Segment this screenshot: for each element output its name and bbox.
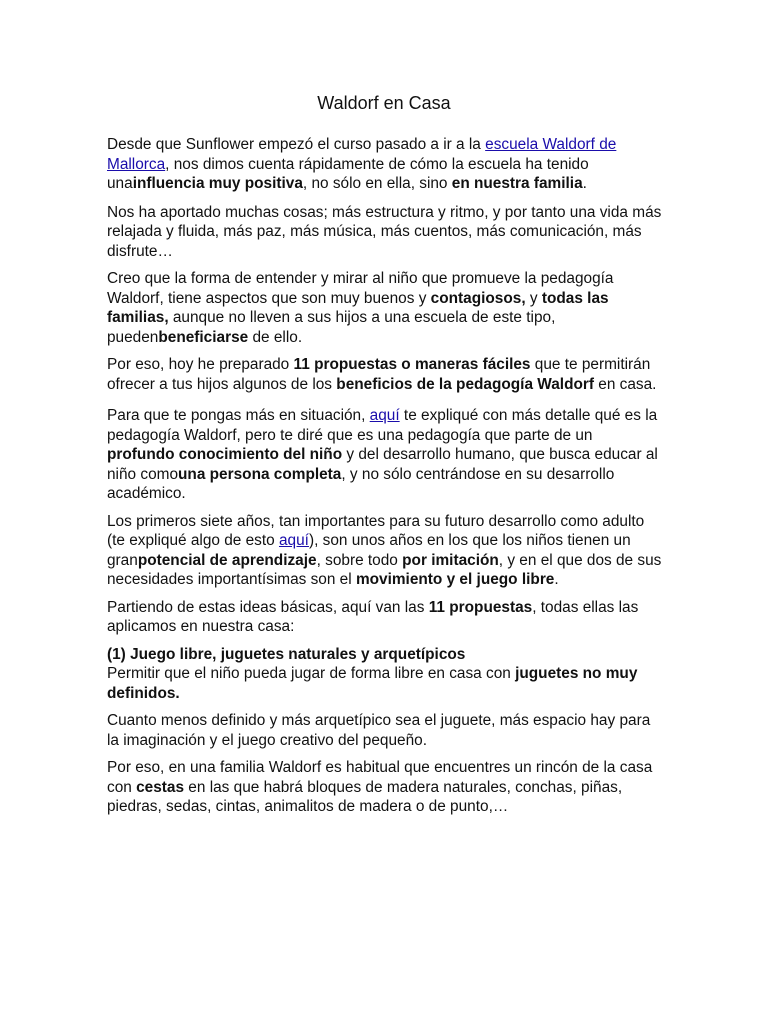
text-segment: Los primeros siete años, tan importantes para su futuro desarrollo como adulto (te expliqué algo de esto	[107, 512, 645, 549]
paragraph-7	[107, 598, 663, 637]
paragraph-1	[107, 135, 663, 194]
bold-text: influencia muy positiva	[132, 175, 303, 192]
text-segment: , nos dimos cuenta rápidamente de cómo la escuela ha tenido una	[107, 155, 589, 192]
text-segment: Para que te pongas más en situación,	[107, 407, 370, 424]
paragraph-2	[107, 203, 663, 262]
bold-text: profundo conocimiento del niño	[107, 446, 343, 463]
text-segment: aunque no lleven a sus hijos a una escuela de este tipo, pueden	[107, 309, 556, 346]
text-segment: .	[554, 571, 559, 588]
bold-text: beneficiarse	[158, 328, 249, 346]
text-segment: Por eso, hoy he preparado	[107, 356, 294, 373]
text-segment: ), son unos años en los que los niños tienen un gran	[107, 532, 631, 569]
text-segment: Cuanto menos definido y más arquetípico sea el juguete, más espacio hay para la imaginación y el juego creativo del pequeño.	[107, 712, 651, 749]
text-segment: , y no sólo centrándose en su desarrollo académico.	[107, 465, 615, 502]
bold-text: potencial de aprendizaje	[137, 551, 317, 569]
bold-text: juguetes no muy definidos.	[107, 665, 638, 702]
bold-text: cestas	[136, 778, 185, 796]
paragraph-8	[107, 645, 663, 704]
bold-text: beneficios de la pedagogía Waldorf	[336, 375, 594, 393]
text-segment: , sobre todo	[316, 551, 403, 569]
text-segment: Nos ha aportado muchas cosas; más estructura y ritmo, y por tanto una vida más relajada y fluida, más paz, más música, más cuentos, más comunicación, más disfrute…	[107, 203, 662, 260]
text-segment: , y en el que dos de sus necesidades importantísimas son el	[107, 551, 662, 588]
bold-text: contagiosos,	[430, 289, 526, 307]
text-segment: Desde que Sunflower empezó el curso pasado a ir a la	[107, 136, 486, 153]
paragraph-4	[107, 355, 663, 394]
paragraph-6	[107, 512, 663, 590]
aqui-link-1[interactable]: aquí	[369, 407, 400, 424]
text-segment: Creo que la forma de entender y mirar al niño que promueve la pedagogía Waldorf, tiene aspectos que son muy buenos y	[107, 270, 614, 307]
text-segment: Partiendo de estas ideas básicas, aquí van las	[107, 598, 429, 616]
paragraph-9	[107, 711, 663, 750]
text-segment: y del desarrollo humano, que busca educar al niño como	[107, 446, 658, 483]
document-body	[107, 135, 663, 825]
aqui-link-2[interactable]: aquí	[278, 532, 309, 549]
text-segment: en casa.	[594, 375, 657, 393]
text-segment: Permitir que el niño pueda jugar de forma libre en casa con	[107, 665, 516, 682]
text-segment: Por eso, en una familia Waldorf es habitual que encuentres un rincón de la casa con	[107, 759, 653, 796]
text-segment: , no sólo en ella, sino	[302, 175, 452, 192]
text-segment: .	[582, 175, 587, 192]
section-heading: (1) Juego libre, juguetes naturales y arquetípicos	[107, 645, 466, 663]
escuela-waldorf-link[interactable]: escuela Waldorf de Mallorca	[107, 136, 617, 173]
paragraph-3	[107, 269, 663, 347]
bold-text: movimiento y el juego libre	[355, 571, 555, 588]
bold-text: 11 propuestas	[428, 598, 533, 616]
text-segment: , todas ellas las aplicamos en nuestra casa:	[107, 598, 639, 635]
text-segment: que te permitirán ofrecer a tus hijos algunos de los	[107, 356, 651, 393]
page-title: Waldorf en Casa	[317, 93, 451, 113]
bold-text: una persona completa	[178, 465, 342, 483]
bold-text: 11 propuestas o maneras fáciles	[293, 356, 531, 373]
text-segment: en las que habrá bloques de madera naturales, conchas, piñas, piedras, sedas, cintas, animalitos de madera o de punto,…	[107, 778, 623, 815]
bold-text: por imitación	[402, 551, 499, 569]
paragraph-5	[107, 406, 663, 504]
bold-text: en nuestra familia	[451, 175, 583, 192]
text-segment: te expliqué con más detalle qué es la pedagogía Waldorf, pero te diré que es una pedagogía que parte de un	[107, 407, 658, 444]
text-segment: y	[525, 289, 542, 307]
text-segment: de ello.	[248, 328, 303, 346]
paragraph-10	[107, 758, 663, 817]
bold-text: todas las familias,	[107, 289, 609, 326]
